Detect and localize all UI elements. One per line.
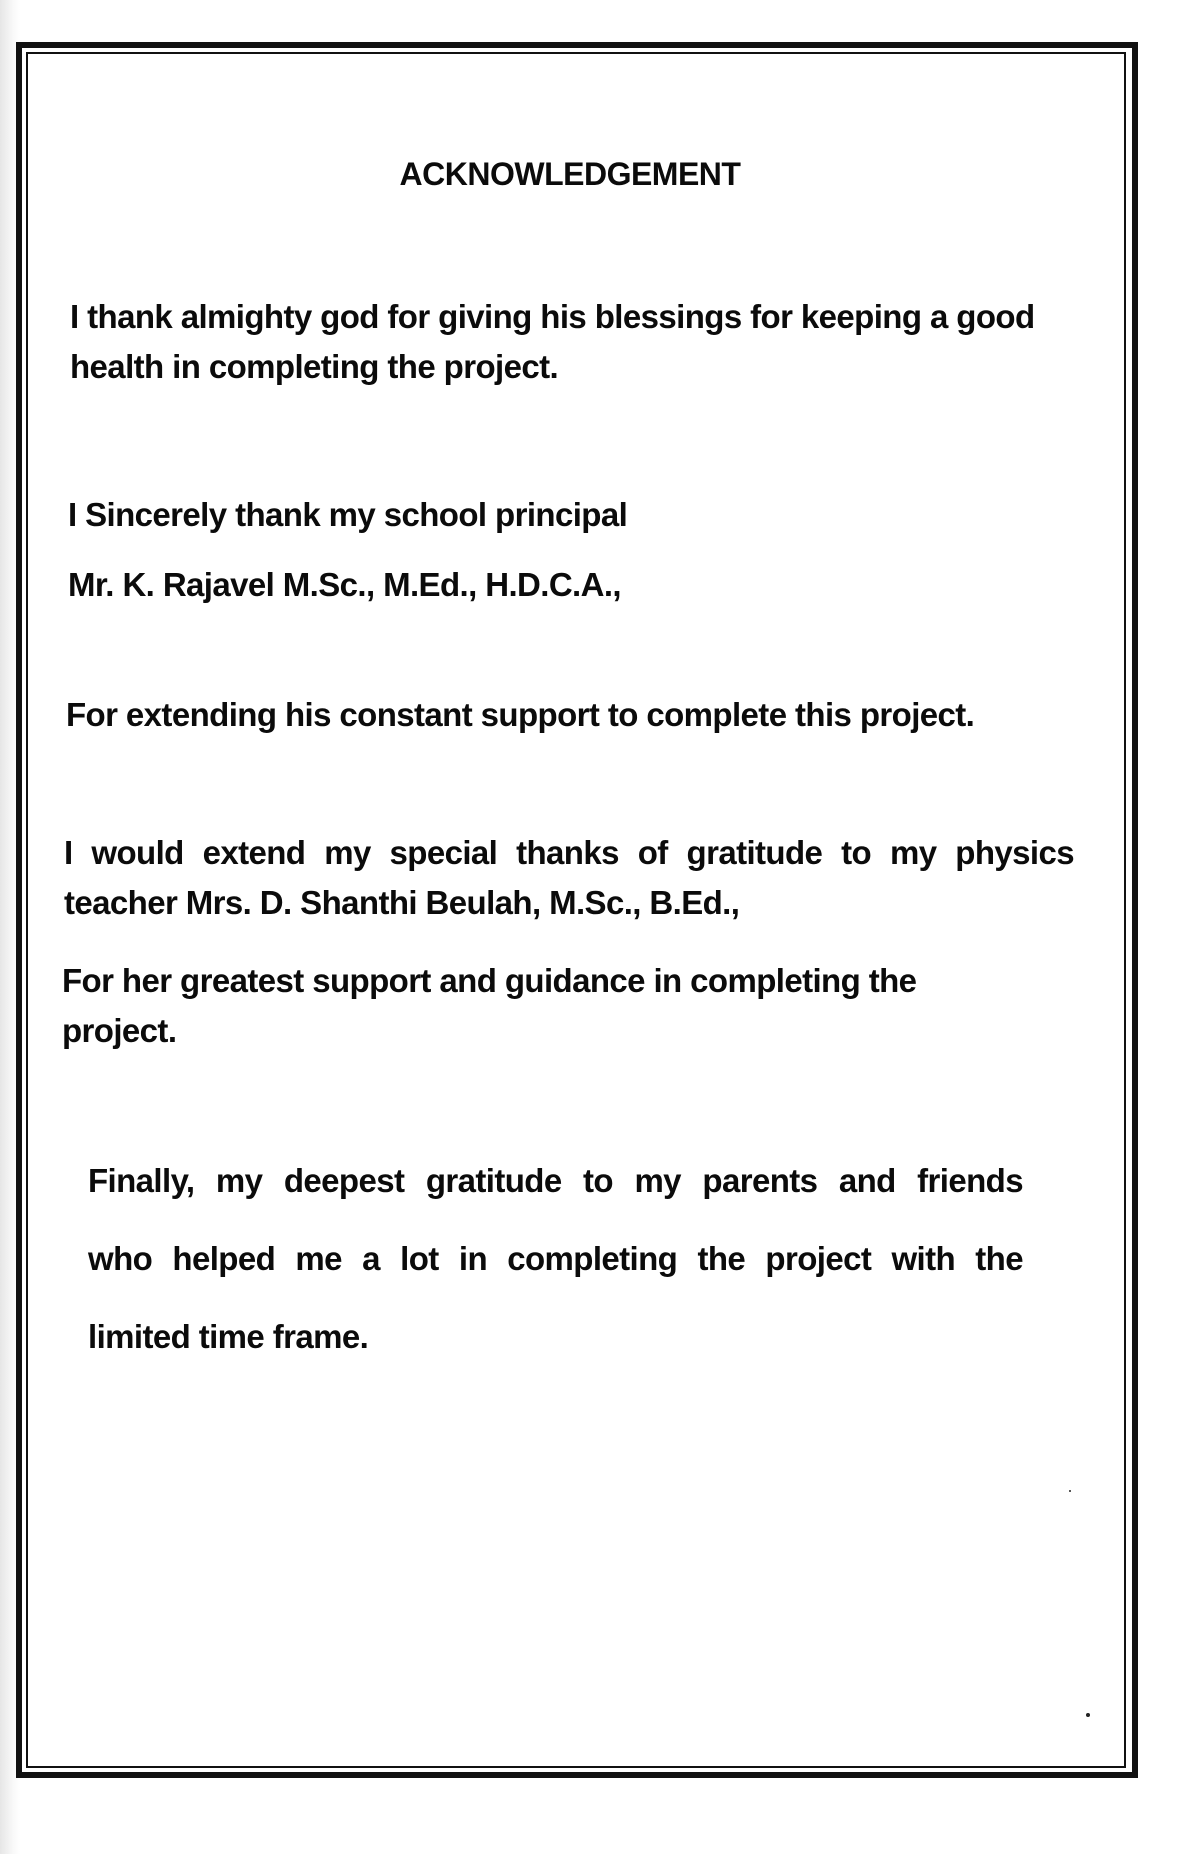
blessings-paragraph	[70, 292, 1060, 392]
guidance-paragraph	[62, 956, 1022, 1056]
guidance-line-1: For her greatest support and guidance in completing the	[62, 962, 917, 999]
teacher-line-2: teacher Mrs. D. Shanthi Beulah, M.Sc., B.Ed.,	[64, 884, 740, 921]
teacher-line-1: I would extend my special thanks of gratitude to my physics	[64, 834, 1074, 871]
page-title: ACKNOWLEDGEMENT	[399, 156, 741, 192]
final-line-1: Finally, my deepest gratitude to my parents and friends	[88, 1162, 1023, 1199]
blessings-line-1: I thank almighty god for giving his blessings for keeping a good	[70, 298, 1035, 335]
final-line-2: who helped me a lot in completing the project with the	[88, 1240, 1023, 1277]
principal-name-line: Mr. K. Rajavel M.Sc., M.Ed., H.D.C.A.,	[68, 566, 621, 603]
final-paragraph	[88, 1142, 1023, 1376]
scan-speck	[1069, 1490, 1071, 1492]
principal-paragraph	[68, 480, 1058, 620]
guidance-line-2: project.	[62, 1012, 177, 1049]
principal-line-1: I Sincerely thank my school principal	[68, 496, 628, 533]
support-line: For extending his constant support to complete this project.	[66, 696, 975, 733]
blessings-line-2: health in completing the project.	[70, 348, 559, 385]
final-line-3: limited time frame.	[88, 1318, 369, 1355]
teacher-paragraph	[64, 828, 1074, 928]
support-paragraph	[66, 690, 1076, 740]
scan-speck	[1086, 1713, 1090, 1717]
